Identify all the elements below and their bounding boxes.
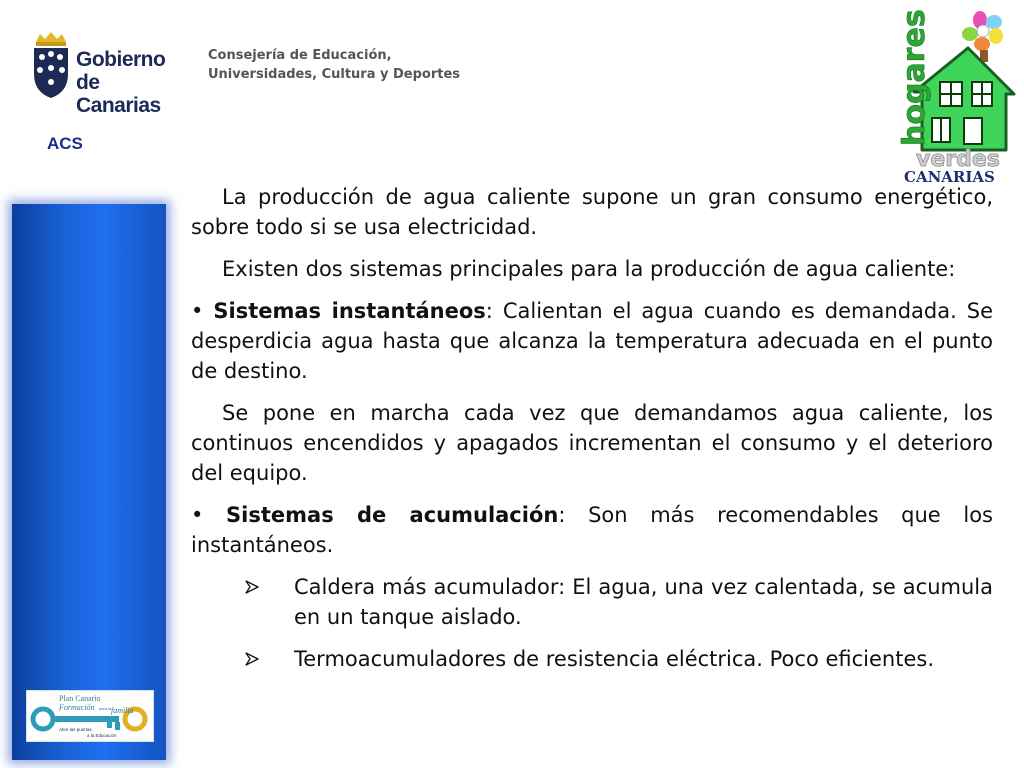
bullet-dot: •: [191, 299, 204, 323]
canarias-crest-icon: [28, 30, 74, 100]
paragraph-operation: Se pone en marcha cada vez que demandamos agua caliente, los continuos encendidos y apagados incrementan el consumo y el deterioro del equipo.: [191, 401, 993, 485]
bullet-text-accumulation: : Son más recomendables que los instantáneos.: [191, 503, 993, 557]
sub-item-heater: [191, 644, 993, 674]
government-name-line1: Gobierno: [76, 48, 166, 71]
gobierno-de-canarias-logo: [28, 28, 188, 117]
bullet-instantaneous: [191, 296, 993, 386]
department-name: [208, 46, 460, 84]
hogares-verdes-logo: [896, 4, 1016, 186]
bullet-title-instantaneous: Sistemas instantáneos: [213, 299, 486, 323]
plan-line6: a la Educación: [87, 733, 117, 738]
sub-item-boiler: [191, 572, 993, 632]
plan-line4: familia: [111, 706, 134, 715]
arrow-bullet-icon: [243, 644, 261, 674]
government-name: [76, 48, 188, 117]
paragraph-systems: Existen dos sistemas principales para la producción de agua caliente:: [222, 257, 956, 281]
plan-line3: para la: [99, 706, 112, 711]
sub-item-heater-text: Termoacumuladores de resistencia eléctrica. Poco eficientes.: [294, 647, 934, 671]
sidebar-panel: [12, 204, 166, 760]
bullet-text-instantaneous: : Calientan el agua cuando es demandada. Se desperdicia agua hasta que alcanza la temperatura adecuada en el punto de destino.: [191, 299, 993, 383]
verdes-word: verdes: [916, 147, 1000, 172]
section-label: ACS: [47, 134, 83, 153]
plan-canario-logo: [26, 690, 154, 742]
plan-line2: Formación: [59, 703, 95, 712]
plan-line1: Plan Canario: [59, 694, 101, 703]
bullet-dot: •: [191, 503, 204, 527]
bullet-title-accumulation: Sistemas de acumulación: [226, 503, 559, 527]
department-line2: Universidades, Cultura y Deportes: [208, 67, 461, 82]
government-name-line2: de Canarias: [76, 71, 161, 117]
slide-body: [191, 182, 993, 686]
paragraph-intro: La producción de agua caliente supone un gran consumo energético, sobre todo si se usa electricidad.: [191, 185, 993, 239]
canarias-word: CANARIAS: [904, 168, 995, 186]
sub-item-boiler-text: Caldera más acumulador: El agua, una vez calentada, se acumula en un tanque aislado.: [294, 575, 993, 629]
plan-line5: Abre las puertas: [59, 727, 92, 732]
arrow-bullet-icon: [243, 572, 261, 602]
department-line1: Consejería de Educación,: [208, 48, 392, 63]
hogares-word: hogares: [897, 9, 932, 146]
bullet-accumulation: [191, 500, 993, 560]
